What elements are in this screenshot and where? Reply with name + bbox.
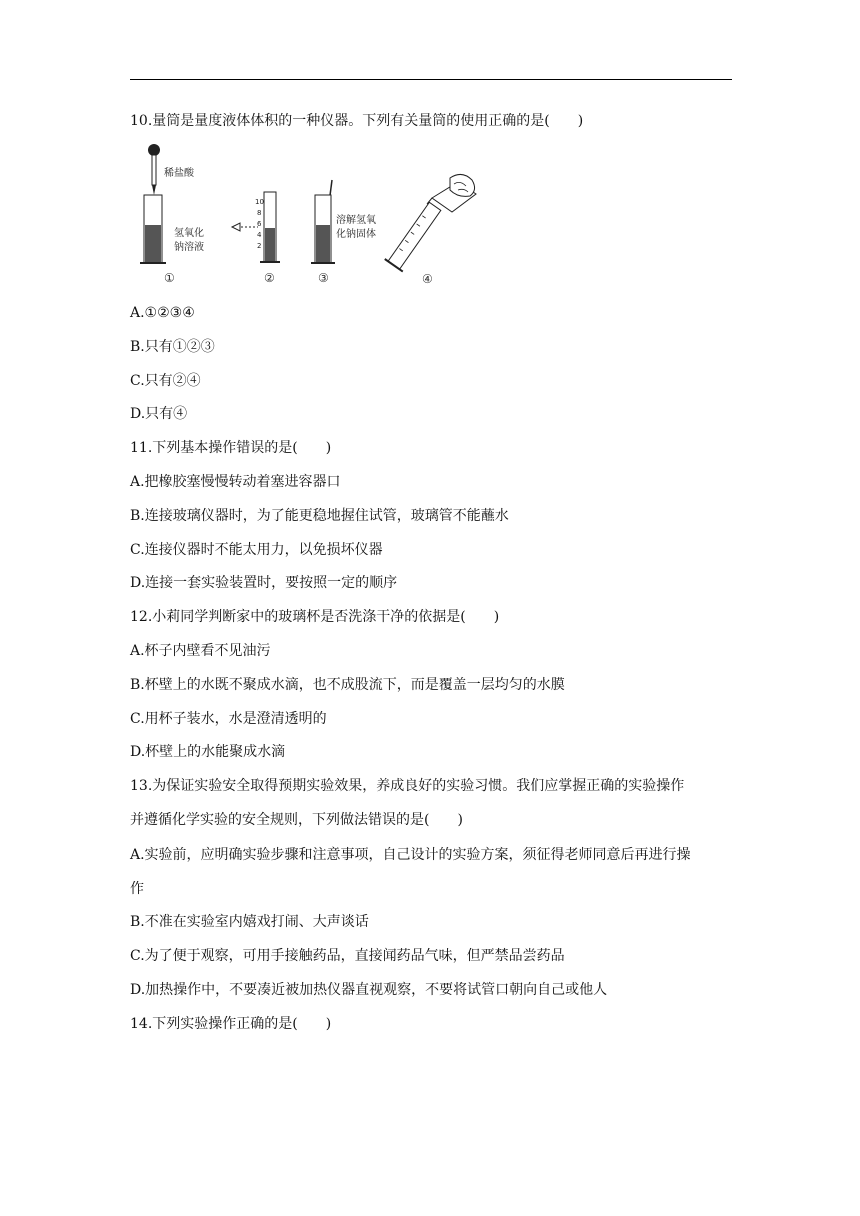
q11-option-c: C.连接仪器时不能太用力，以免损坏仪器 — [130, 542, 383, 558]
label-dissolve-1: 溶解氢氧 — [336, 215, 376, 226]
figure-2-reading-cylinder — [232, 192, 280, 285]
q13-option-a-line-1: A.实验前，应明确实验步骤和注意事项，自己设计的实验方案，须征得老师同意后再进行操 — [130, 847, 691, 863]
q13-option-c: C.为了便于观察，可用手接触药品，直接闻药品气味，但严禁品尝药品 — [130, 948, 565, 964]
q10-stem: 10.量筒是量度液体体积的一种仪器。下列有关量筒的使用正确的是( ) — [130, 113, 584, 129]
figure-4-pouring-cylinder — [385, 174, 476, 286]
figure-1-dropper-cylinder — [140, 144, 204, 285]
q14-stem: 14.下列实验操作正确的是( ) — [130, 1016, 332, 1032]
label-dissolve-2: 化钠固体 — [336, 229, 376, 240]
q10-option-b: B.只有①②③ — [130, 339, 215, 355]
figure-number-1: ① — [164, 271, 175, 285]
q11-option-b: B.连接玻璃仪器时，为了能更稳地握住试管，玻璃管不能蘸水 — [130, 508, 509, 524]
tick-4: 4 — [257, 231, 262, 239]
q10-option-c: C.只有②④ — [130, 373, 201, 389]
q10-option-d: D.只有④ — [130, 406, 188, 422]
q13-stem-line-2: 并遵循化学实验的安全规则，下列做法错误的是( ) — [130, 812, 463, 828]
tick-10: 10 — [255, 198, 264, 206]
figure-3-dissolving-cylinder — [311, 180, 376, 285]
q10-option-a: A.①②③④ — [130, 305, 195, 321]
q13-option-d: D.加热操作中，不要凑近被加热仪器直视观察，不要将试管口朝向自己或他人 — [130, 982, 608, 998]
label-naoh-1: 氢氧化 — [174, 228, 204, 239]
q11-option-d: D.连接一套实验装置时，要按照一定的顺序 — [130, 575, 398, 591]
q12-option-b: B.杯壁上的水既不聚成水滴，也不成股流下，而是覆盖一层均匀的水膜 — [130, 677, 565, 693]
q12-stem: 12.小莉同学判断家中的玻璃杯是否洗涤干净的依据是( ) — [130, 609, 500, 625]
q12-option-a: A.杯子内壁看不见油污 — [130, 643, 271, 659]
tick-8: 8 — [257, 209, 262, 217]
header-rule — [130, 79, 732, 80]
q12-option-d: D.杯壁上的水能聚成水滴 — [130, 744, 286, 760]
q11-option-a: A.把橡胶塞慢慢转动着塞进容器口 — [130, 474, 341, 490]
figure-number-4: ④ — [422, 272, 433, 286]
tick-6: 6 — [257, 220, 262, 228]
label-dilute-hcl: 稀盐酸 — [164, 168, 194, 179]
q13-option-b: B.不准在实验室内嬉戏打闹、大声谈话 — [130, 914, 369, 930]
figure-number-2: ② — [264, 271, 275, 285]
label-naoh-2: 钠溶液 — [174, 242, 204, 253]
q13-stem-line-1: 13.为保证实验安全取得预期实验效果，养成良好的实验习惯。我们应掌握正确的实验操作 — [130, 778, 685, 794]
q12-option-c: C.用杯子装水，水是澄清透明的 — [130, 711, 327, 727]
tick-2: 2 — [257, 242, 262, 250]
q10-graduated-cylinder-figure — [140, 140, 500, 290]
q13-option-a-line-2: 作 — [130, 881, 144, 897]
q11-stem: 11.下列基本操作错误的是( ) — [130, 440, 332, 456]
figure-number-3: ③ — [318, 271, 329, 285]
